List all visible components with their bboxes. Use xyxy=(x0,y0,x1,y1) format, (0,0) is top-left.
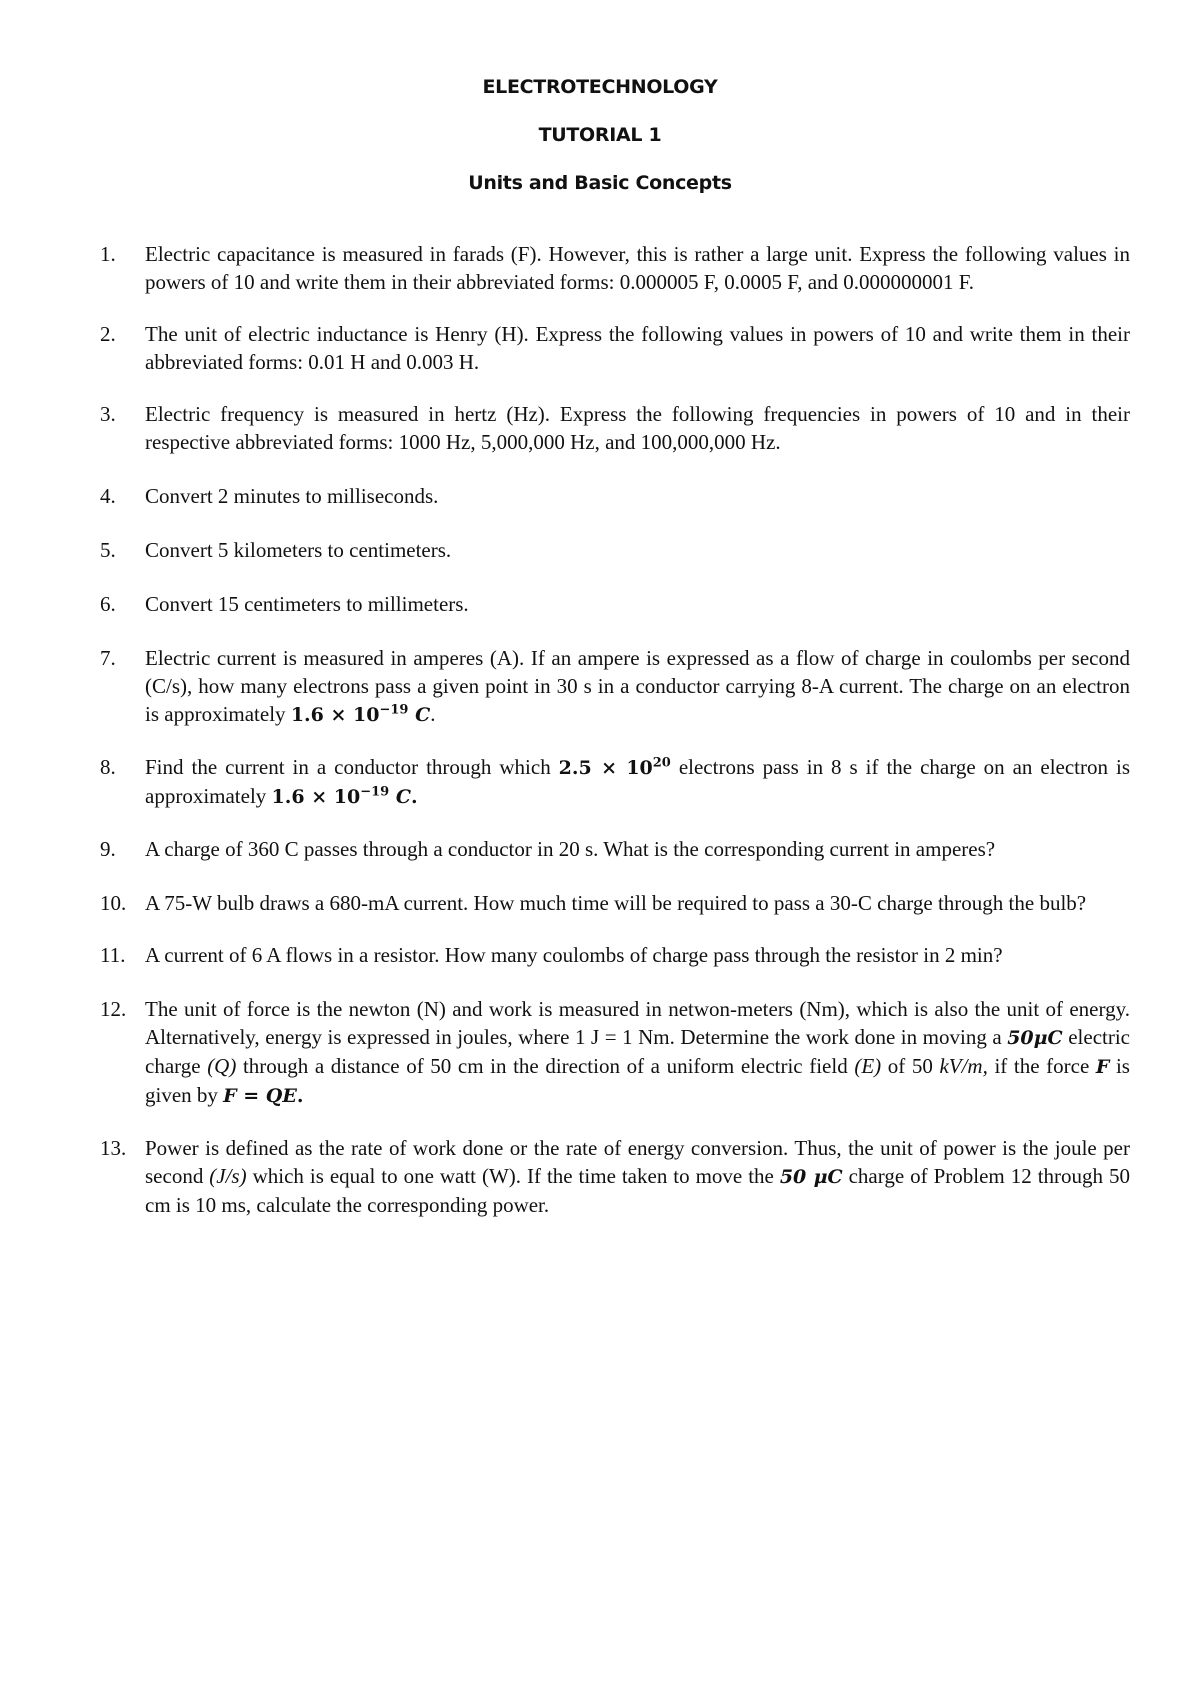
question-1 xyxy=(100,240,1130,296)
italic-segment: kV/m, xyxy=(939,1054,988,1078)
question-text: The unit of electric inductance is Henry (H). Express the following values in powers of 10 and write them in their abbreviated forms: 0.01 H and 0.003 H. xyxy=(145,322,1130,374)
question-10 xyxy=(100,889,1130,917)
question-text: Convert 2 minutes to milliseconds. xyxy=(145,484,439,508)
question-number: 7. xyxy=(100,646,116,670)
document-title: ELECTROTECHNOLOGY xyxy=(482,76,718,98)
question-number: 13. xyxy=(100,1136,127,1160)
question-text xyxy=(145,753,1130,811)
question-number: 3. xyxy=(100,402,116,426)
question-2 xyxy=(100,320,1130,376)
question-text xyxy=(145,644,1130,729)
question-12 xyxy=(100,995,1130,1110)
text-segment: Power is defined as the rate of work done or the rate of energy conversion. Thus, the unit of power is the joule per second xyxy=(145,1136,1130,1188)
question-text: Convert 15 centimeters to millimeters. xyxy=(145,592,469,616)
question-text: Convert 5 kilometers to centimeters. xyxy=(145,538,452,562)
text-segment: electric charge xyxy=(145,1025,1130,1078)
math-expression xyxy=(272,786,411,808)
question-number: 10. xyxy=(100,891,127,915)
question-number: 6. xyxy=(100,592,116,616)
question-text: Electric frequency is measured in hertz (Hz). Express the following frequencies in powers of 10 and in their respective abbreviated forms: 1000 Hz, 5,000,000 Hz, and 100,000,000 Hz. xyxy=(145,402,1130,454)
question-text: Electric capacitance is measured in farads (F). However, this is rather a large unit. Express the following values in powers of 10 and write them in their abbreviated forms: 0.000005 F, 0.0005 F, and 0.000000001 F. xyxy=(145,242,1130,294)
text-segment: if the force xyxy=(987,1054,1096,1078)
text-segment: . xyxy=(296,1085,304,1107)
question-7 xyxy=(100,644,1130,729)
text-segment: which is equal to one watt (W). If the time taken to move the xyxy=(246,1164,780,1188)
question-text xyxy=(145,1134,1130,1219)
question-number: 8. xyxy=(100,755,116,779)
math-unit: C xyxy=(395,786,411,808)
text-segment: . xyxy=(430,702,436,726)
text-segment: through a distance of 50 cm in the direction of a uniform electric field xyxy=(236,1054,855,1078)
italic-segment: (J/s) xyxy=(209,1164,247,1188)
text-segment: . xyxy=(410,786,418,808)
math-base: 1.6 × 10 xyxy=(271,786,361,808)
question-3 xyxy=(100,400,1130,456)
question-number: 9. xyxy=(100,837,116,861)
italic-segment: (Q) xyxy=(207,1054,237,1078)
math-exponent: −19 xyxy=(360,784,390,800)
question-list xyxy=(100,240,1130,1219)
math-expression: F = QE xyxy=(223,1085,297,1107)
question-5 xyxy=(100,536,1130,564)
question-6 xyxy=(100,590,1130,618)
question-number: 12. xyxy=(100,997,127,1021)
math-expression: F xyxy=(1095,1056,1110,1078)
question-number: 2. xyxy=(100,322,116,346)
question-13 xyxy=(100,1134,1130,1219)
tutorial-topic: Units and Basic Concepts xyxy=(468,172,732,194)
math-expression xyxy=(291,704,430,726)
math-expression xyxy=(559,757,671,779)
text-segment: charge of Problem 12 through 50 cm is 10 ms, calculate the corresponding power. xyxy=(145,1164,1130,1217)
question-8 xyxy=(100,753,1130,811)
italic-segment: (E) xyxy=(854,1054,882,1078)
question-number: 4. xyxy=(100,484,116,508)
tutorial-number: TUTORIAL 1 xyxy=(538,124,662,146)
math-unit: C xyxy=(415,704,431,726)
question-number: 1. xyxy=(100,242,116,266)
question-text: A 75-W bulb draws a 680-mA current. How much time will be required to pass a 30-C charge through the bulb? xyxy=(145,891,1087,915)
text-segment: of 50 xyxy=(881,1054,940,1078)
question-text: A charge of 360 C passes through a conductor in 20 s. What is the corresponding current in amperes? xyxy=(145,837,996,861)
question-number: 5. xyxy=(100,538,116,562)
text-segment: Electric current is measured in amperes (A). If an ampere is expressed as a flow of charge in coulombs per second (C/s), how many electrons pass a given point in 30 s in a conductor carrying 8-A current. The charge on an electron is approximately xyxy=(145,646,1130,726)
text-segment: Find the current in a conductor through which xyxy=(145,755,559,779)
math-base: 1.6 × 10 xyxy=(290,704,380,726)
question-text: A current of 6 A flows in a resistor. How many coulombs of charge pass through the resistor in 2 min? xyxy=(145,943,1003,967)
question-4 xyxy=(100,482,1130,510)
question-11 xyxy=(100,941,1130,969)
math-expression: 50 μC xyxy=(779,1166,843,1188)
math-expression: 50μC xyxy=(1007,1027,1063,1049)
question-number: 11. xyxy=(100,943,126,967)
question-text xyxy=(145,995,1130,1110)
question-9 xyxy=(100,835,1130,863)
math-exponent: 20 xyxy=(652,755,671,771)
math-exponent: −19 xyxy=(379,702,409,718)
text-segment: is given by xyxy=(145,1054,1130,1107)
text-segment: electrons pass in 8 s if the charge on an electron is approximately xyxy=(145,755,1130,808)
text-segment: The unit of force is the newton (N) and work is measured in netwon-meters (Nm), which is also the unit of energy. Alternatively, energy is expressed in joules, where 1 J = 1 Nm. Determine the work done in moving a xyxy=(145,997,1130,1049)
math-base: 2.5 × 10 xyxy=(558,757,653,779)
